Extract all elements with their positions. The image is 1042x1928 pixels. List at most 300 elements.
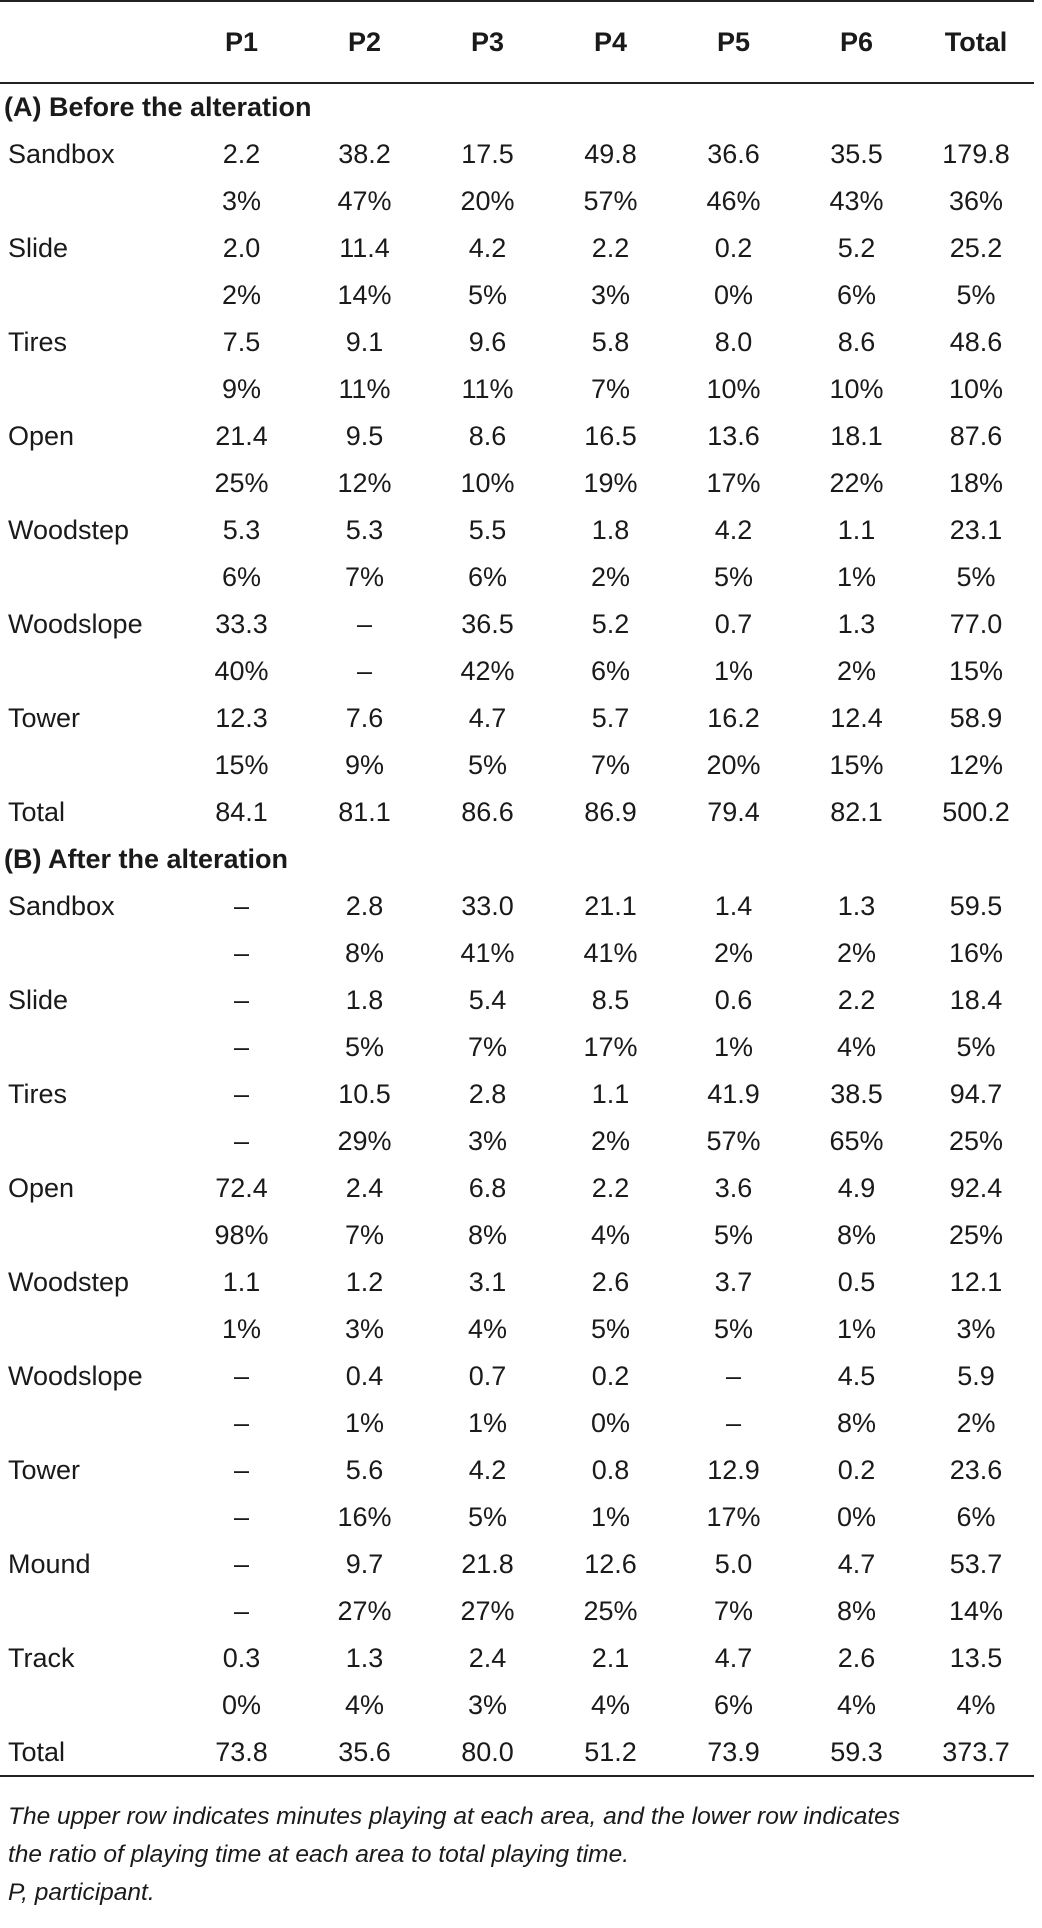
- cell-minutes: 21.4: [215, 421, 268, 451]
- cell-ratio: 18%: [948, 468, 1004, 498]
- row-area-label: Open: [8, 421, 75, 451]
- cell-minutes: 12.1: [949, 1267, 1003, 1297]
- table-row-ratio: [0, 930, 1034, 977]
- cell-ratio: 25%: [583, 1596, 638, 1626]
- cell-ratio: 12%: [337, 468, 392, 498]
- table-row-minutes: [0, 319, 1034, 366]
- cell-minutes: 7.6: [345, 703, 384, 733]
- cell-ratio: 10%: [706, 374, 761, 404]
- total-label: Total: [0, 1729, 180, 1776]
- cell-total: 73.9: [672, 1729, 795, 1776]
- cell-ratio: 17%: [583, 1032, 638, 1062]
- cell-ratio: 5%: [713, 1220, 754, 1250]
- table-row-ratio: [0, 1682, 1034, 1729]
- cell-minutes: 16.2: [707, 703, 760, 733]
- cell-minutes: 87.6: [949, 421, 1003, 451]
- table-body: [0, 83, 1034, 1776]
- header-p1: P1: [180, 1, 303, 83]
- cell-minutes: 4.7: [468, 703, 507, 733]
- cell-ratio: 15%: [214, 750, 269, 780]
- cell-minutes: 4.2: [714, 515, 753, 545]
- cell-ratio: 5%: [713, 562, 754, 592]
- cell-minutes: 49.8: [584, 139, 637, 169]
- table-row-minutes: [0, 1353, 1034, 1400]
- row-area-label-empty: [0, 460, 180, 507]
- table-row-minutes: [0, 1165, 1034, 1212]
- cell-ratio: 5%: [467, 750, 508, 780]
- cell-ratio: 4%: [836, 1032, 877, 1062]
- cell-ratio: 25%: [948, 1220, 1004, 1250]
- cell-ratio: –: [233, 1032, 250, 1062]
- cell-minutes: 23.6: [949, 1455, 1003, 1485]
- cell-minutes: 4.7: [714, 1643, 753, 1673]
- cell-minutes: 2.2: [591, 233, 630, 263]
- cell-minutes: 0.2: [837, 1455, 876, 1485]
- cell-ratio: 5%: [956, 1032, 996, 1062]
- cell-ratio: 5%: [713, 1314, 754, 1344]
- cell-ratio: 57%: [583, 186, 638, 216]
- cell-ratio: 41%: [460, 938, 515, 968]
- cell-minutes: 1.8: [591, 515, 630, 545]
- cell-ratio: 19%: [583, 468, 638, 498]
- cell-minutes: 21.1: [584, 891, 637, 921]
- cell-ratio: 5%: [467, 1502, 508, 1532]
- row-area-label-empty: [0, 1306, 180, 1353]
- table-row-ratio: [0, 1024, 1034, 1071]
- table-row-ratio: [0, 648, 1034, 695]
- cell-ratio: 3%: [344, 1314, 385, 1344]
- cell-minutes: 5.5: [468, 515, 507, 545]
- row-area-label-empty: [0, 272, 180, 319]
- table-row-total: [0, 1729, 1034, 1776]
- cell-minutes: 11.4: [339, 233, 390, 263]
- cell-total: 79.4: [707, 797, 760, 827]
- cell-minutes: 77.0: [949, 609, 1003, 639]
- cell-ratio: 8%: [836, 1596, 877, 1626]
- cell-minutes: 13.6: [707, 421, 760, 451]
- cell-ratio: 5%: [467, 280, 508, 310]
- cell-ratio: 11%: [338, 374, 391, 404]
- table-row-ratio: [0, 1588, 1034, 1635]
- cell-minutes: 1.3: [837, 891, 876, 921]
- cell-minutes: 2.0: [222, 233, 261, 263]
- cell-minutes: –: [725, 1361, 742, 1391]
- table-row-ratio: [0, 1118, 1034, 1165]
- cell-ratio: 4%: [590, 1220, 631, 1250]
- cell-minutes: 25.2: [949, 233, 1003, 263]
- cell-minutes: –: [233, 985, 250, 1015]
- cell-ratio: –: [233, 1126, 250, 1156]
- cell-ratio: 6%: [467, 562, 508, 592]
- cell-ratio: 6%: [221, 562, 262, 592]
- cell-minutes: –: [233, 891, 250, 921]
- row-area-label: Track: [8, 1643, 75, 1673]
- cell-minutes: 0.6: [714, 985, 753, 1015]
- row-area-label: Tower: [8, 703, 81, 733]
- table-row-ratio: [0, 1306, 1034, 1353]
- cell-minutes: 5.2: [591, 609, 630, 639]
- cell-ratio: 43%: [829, 186, 884, 216]
- table-row-ratio: [0, 366, 1034, 413]
- cell-minutes: 12.6: [584, 1549, 637, 1579]
- table-row-ratio: [0, 742, 1034, 789]
- cell-ratio: 0%: [836, 1502, 877, 1532]
- row-area-label: Open: [8, 1173, 75, 1203]
- header-p6: P6: [795, 1, 918, 83]
- footnote-line-1: The upper row indicates minutes playing at each area, and the lower row indicates: [8, 1803, 901, 1830]
- cell-ratio: 8%: [836, 1220, 877, 1250]
- cell-minutes: 3.7: [714, 1267, 753, 1297]
- cell-minutes: 48.6: [949, 327, 1003, 357]
- cell-minutes: 38.2: [338, 139, 391, 169]
- cell-minutes: 4.9: [837, 1173, 876, 1203]
- cell-minutes: 41.9: [707, 1079, 760, 1109]
- cell-minutes: 33.3: [215, 609, 268, 639]
- cell-ratio: 7%: [344, 562, 385, 592]
- cell-minutes: 8.5: [591, 985, 630, 1015]
- cell-ratio: 7%: [590, 374, 631, 404]
- row-area-label-empty: [0, 1400, 180, 1447]
- row-area-label-empty: [0, 1024, 180, 1071]
- header-total: Total: [918, 1, 1034, 83]
- row-area-label: Sandbox: [8, 891, 115, 921]
- cell-minutes: 36.5: [461, 609, 514, 639]
- row-area-label: Tires: [8, 327, 67, 357]
- cell-minutes: 4.7: [837, 1549, 876, 1579]
- row-area-label-empty: [0, 1682, 180, 1729]
- cell-ratio: 1%: [713, 656, 754, 686]
- cell-ratio: 5%: [956, 562, 996, 592]
- cell-total: 59.3: [795, 1729, 918, 1776]
- table-row-ratio: [0, 272, 1034, 319]
- cell-minutes: 6.8: [468, 1173, 507, 1203]
- cell-minutes: 5.9: [957, 1361, 995, 1391]
- table-row-minutes: [0, 601, 1034, 648]
- cell-minutes: 94.7: [949, 1079, 1003, 1109]
- cell-ratio: 1%: [221, 1314, 262, 1344]
- row-area-label: Mound: [8, 1549, 91, 1579]
- cell-minutes: 8.6: [468, 421, 507, 451]
- cell-minutes: 8.0: [714, 327, 753, 357]
- cell-minutes: 7.5: [222, 327, 261, 357]
- cell-ratio: –: [233, 938, 250, 968]
- row-area-label-empty: [0, 648, 180, 695]
- cell-ratio: 17%: [706, 468, 761, 498]
- cell-ratio: 16%: [948, 938, 1004, 968]
- table-row-minutes: [0, 131, 1034, 178]
- cell-total: 82.1: [830, 797, 883, 827]
- footnote-line-2: the ratio of playing time at each area to total playing time.: [8, 1841, 630, 1868]
- header-blank: [0, 1, 180, 83]
- cell-minutes: 38.5: [830, 1079, 883, 1109]
- cell-minutes: 33.0: [461, 891, 514, 921]
- table-row-minutes: [0, 1071, 1034, 1118]
- section-title: (A) Before the alteration: [4, 92, 312, 122]
- cell-ratio: 22%: [829, 468, 884, 498]
- cell-ratio: 41%: [583, 938, 638, 968]
- cell-minutes: 179.8: [942, 139, 1010, 169]
- cell-ratio: 2%: [221, 280, 262, 310]
- cell-minutes: 1.2: [345, 1267, 384, 1297]
- cell-minutes: 1.1: [591, 1079, 630, 1109]
- cell-ratio: 8%: [344, 938, 385, 968]
- cell-minutes: 2.8: [345, 891, 384, 921]
- cell-ratio: 7%: [713, 1596, 754, 1626]
- cell-minutes: 36.6: [707, 139, 760, 169]
- cell-ratio: 3%: [221, 186, 262, 216]
- cell-ratio: 0%: [590, 1408, 631, 1438]
- table-row-ratio: [0, 1400, 1034, 1447]
- cell-ratio: 16%: [337, 1502, 392, 1532]
- cell-minutes: 1.8: [345, 985, 384, 1015]
- cell-minutes: –: [233, 1455, 250, 1485]
- cell-minutes: 4.2: [468, 233, 507, 263]
- cell-minutes: 2.1: [591, 1643, 630, 1673]
- cell-minutes: 5.3: [222, 515, 261, 545]
- cell-ratio: 29%: [337, 1126, 392, 1156]
- cell-minutes: 10.5: [338, 1079, 391, 1109]
- table-row-ratio: [0, 554, 1034, 601]
- cell-minutes: 18.1: [830, 421, 883, 451]
- cell-minutes: 4.5: [837, 1361, 876, 1391]
- cell-minutes: 12.9: [707, 1455, 760, 1485]
- cell-ratio: 2%: [836, 656, 877, 686]
- table-row-ratio: [0, 1212, 1034, 1259]
- cell-minutes: 5.0: [714, 1549, 753, 1579]
- row-area-label: Woodstep: [8, 515, 130, 545]
- cell-ratio: 14%: [337, 280, 392, 310]
- cell-minutes: 18.4: [949, 985, 1003, 1015]
- cell-ratio: 2%: [836, 938, 877, 968]
- cell-ratio: 7%: [467, 1032, 508, 1062]
- table-header: [0, 1, 1034, 83]
- cell-minutes: 1.1: [837, 515, 876, 545]
- cell-minutes: 0.8: [591, 1455, 630, 1485]
- cell-total: 80.0: [426, 1729, 549, 1776]
- cell-ratio: 6%: [836, 280, 877, 310]
- cell-minutes: 12.4: [830, 703, 883, 733]
- cell-ratio: –: [233, 1502, 250, 1532]
- cell-ratio: 20%: [706, 750, 761, 780]
- cell-minutes: 5.3: [345, 515, 384, 545]
- table-row-ratio: [0, 460, 1034, 507]
- cell-minutes: 9.7: [345, 1549, 384, 1579]
- cell-ratio: 3%: [956, 1314, 996, 1344]
- cell-ratio: 8%: [836, 1408, 877, 1438]
- cell-minutes: 92.4: [949, 1173, 1003, 1203]
- table-row-minutes: [0, 695, 1034, 742]
- cell-total: 86.9: [584, 797, 637, 827]
- cell-minutes: 9.1: [345, 327, 384, 357]
- cell-ratio: 4%: [836, 1690, 877, 1720]
- cell-minutes: 13.5: [949, 1643, 1003, 1673]
- cell-minutes: –: [233, 1361, 250, 1391]
- cell-minutes: –: [233, 1549, 250, 1579]
- total-label: Total: [8, 797, 66, 827]
- header-row: [0, 1, 1034, 83]
- cell-minutes: 9.5: [345, 421, 384, 451]
- cell-total: 86.6: [461, 797, 514, 827]
- cell-ratio: 9%: [221, 374, 262, 404]
- cell-minutes: 59.5: [949, 891, 1003, 921]
- section-header-row: [0, 836, 1034, 883]
- header-p4: P4: [549, 1, 672, 83]
- row-area-label-empty: [0, 366, 180, 413]
- cell-ratio: 0%: [713, 280, 754, 310]
- table-row-minutes: [0, 1447, 1034, 1494]
- cell-ratio: 15%: [948, 656, 1004, 686]
- cell-ratio: 3%: [467, 1690, 508, 1720]
- row-area-label-empty: [0, 1118, 180, 1165]
- cell-minutes: 0.7: [714, 609, 753, 639]
- cell-ratio: –: [356, 656, 373, 686]
- cell-ratio: –: [233, 1408, 250, 1438]
- cell-minutes: 0.3: [222, 1643, 261, 1673]
- table-row-ratio: [0, 1494, 1034, 1541]
- cell-ratio: 14%: [948, 1596, 1004, 1626]
- cell-ratio: 10%: [829, 374, 884, 404]
- cell-ratio: 65%: [829, 1126, 884, 1156]
- cell-minutes: 3.6: [714, 1173, 753, 1203]
- cell-minutes: 72.4: [215, 1173, 268, 1203]
- cell-ratio: 4%: [344, 1690, 385, 1720]
- cell-ratio: 2%: [590, 562, 631, 592]
- row-area-label-empty: [0, 554, 180, 601]
- cell-minutes: 1.3: [345, 1643, 384, 1673]
- cell-minutes: 35.5: [830, 139, 883, 169]
- cell-ratio: 3%: [467, 1126, 508, 1156]
- cell-minutes: 2.6: [591, 1267, 630, 1297]
- table-row-minutes: [0, 413, 1034, 460]
- cell-minutes: 21.8: [461, 1549, 514, 1579]
- cell-ratio: 27%: [460, 1596, 515, 1626]
- cell-total: 373.7: [918, 1729, 1034, 1776]
- cell-ratio: 36%: [948, 186, 1004, 216]
- cell-ratio: 4%: [467, 1314, 508, 1344]
- header-p2: P2: [303, 1, 426, 83]
- header-p3: P3: [426, 1, 549, 83]
- cell-ratio: 25%: [948, 1126, 1004, 1156]
- row-area-label-empty: [0, 1212, 180, 1259]
- cell-ratio: 2%: [956, 1408, 996, 1438]
- cell-ratio: 4%: [956, 1690, 996, 1720]
- cell-minutes: 5.6: [345, 1455, 384, 1485]
- cell-minutes: 23.1: [949, 515, 1003, 545]
- cell-minutes: 58.9: [949, 703, 1003, 733]
- cell-ratio: 7%: [344, 1220, 385, 1250]
- cell-minutes: 5.7: [591, 703, 630, 733]
- table-row-ratio: [0, 178, 1034, 225]
- table-row-minutes: [0, 225, 1034, 272]
- table-row-minutes: [0, 507, 1034, 554]
- cell-total: 35.6: [303, 1729, 426, 1776]
- cell-ratio: 27%: [337, 1596, 392, 1626]
- cell-minutes: 53.7: [949, 1549, 1003, 1579]
- table-row-total: [0, 789, 1034, 836]
- cell-total: 51.2: [549, 1729, 672, 1776]
- cell-minutes: 1.3: [837, 609, 876, 639]
- table-row-minutes: [0, 1635, 1034, 1682]
- cell-minutes: 2.8: [468, 1079, 507, 1109]
- cell-minutes: –: [233, 1079, 250, 1109]
- row-area-label: Slide: [8, 985, 69, 1015]
- cell-ratio: 5%: [344, 1032, 385, 1062]
- cell-ratio: 17%: [706, 1502, 761, 1532]
- cell-ratio: 3%: [590, 280, 631, 310]
- cell-ratio: 57%: [706, 1126, 761, 1156]
- cell-ratio: 15%: [829, 750, 884, 780]
- cell-ratio: 20%: [460, 186, 515, 216]
- row-area-label-empty: [0, 1588, 180, 1635]
- cell-ratio: 0%: [221, 1690, 262, 1720]
- cell-total: 84.1: [215, 797, 268, 827]
- table-footnote: [8, 1798, 1036, 1912]
- table-row-minutes: [0, 883, 1034, 930]
- cell-ratio: 8%: [467, 1220, 508, 1250]
- cell-minutes: 17.5: [461, 139, 514, 169]
- cell-minutes: 5.2: [837, 233, 876, 263]
- cell-ratio: 10%: [460, 468, 515, 498]
- cell-minutes: 5.8: [591, 327, 630, 357]
- cell-ratio: 6%: [590, 656, 631, 686]
- cell-ratio: 5%: [590, 1314, 631, 1344]
- cell-ratio: 7%: [590, 750, 631, 780]
- cell-total: 73.8: [180, 1729, 303, 1776]
- cell-ratio: 12%: [948, 750, 1004, 780]
- cell-minutes: 3.1: [468, 1267, 507, 1297]
- cell-minutes: 12.3: [215, 703, 268, 733]
- table-row-minutes: [0, 1541, 1034, 1588]
- cell-ratio: 1%: [344, 1408, 385, 1438]
- section-title: (B) After the alteration: [4, 844, 289, 874]
- section-header-row: [0, 83, 1034, 131]
- row-area-label-empty: [0, 178, 180, 225]
- cell-ratio: 10%: [948, 374, 1004, 404]
- cell-minutes: 2.2: [591, 1173, 630, 1203]
- header-p5: P5: [672, 1, 795, 83]
- table-row-minutes: [0, 977, 1034, 1024]
- cell-ratio: –: [233, 1596, 250, 1626]
- cell-minutes: 0.2: [591, 1361, 630, 1391]
- cell-total: 500.2: [942, 797, 1010, 827]
- row-area-label-empty: [0, 742, 180, 789]
- cell-ratio: 42%: [460, 656, 515, 686]
- cell-ratio: 1%: [590, 1502, 631, 1532]
- footnote-line-3: P, participant.: [8, 1879, 155, 1906]
- cell-minutes: 2.4: [345, 1173, 384, 1203]
- cell-minutes: 9.6: [468, 327, 507, 357]
- cell-minutes: 4.2: [468, 1455, 507, 1485]
- cell-ratio: –: [725, 1408, 742, 1438]
- row-area-label: Woodstep: [8, 1267, 130, 1297]
- row-area-label: Tower: [8, 1455, 81, 1485]
- row-area-label: Slide: [8, 233, 69, 263]
- cell-ratio: 9%: [344, 750, 385, 780]
- cell-ratio: 2%: [713, 938, 754, 968]
- cell-minutes: 16.5: [584, 421, 637, 451]
- cell-minutes: 2.6: [837, 1643, 876, 1673]
- cell-minutes: 0.4: [345, 1361, 384, 1391]
- row-area-label: Woodslope: [8, 609, 143, 639]
- cell-ratio: 98%: [214, 1220, 269, 1250]
- cell-minutes: 0.5: [837, 1267, 876, 1297]
- cell-minutes: 0.7: [468, 1361, 507, 1391]
- cell-minutes: 2.4: [468, 1643, 507, 1673]
- cell-ratio: 11%: [461, 374, 514, 404]
- cell-minutes: 8.6: [837, 327, 876, 357]
- row-area-label: Sandbox: [8, 139, 115, 169]
- cell-ratio: 1%: [836, 1314, 877, 1344]
